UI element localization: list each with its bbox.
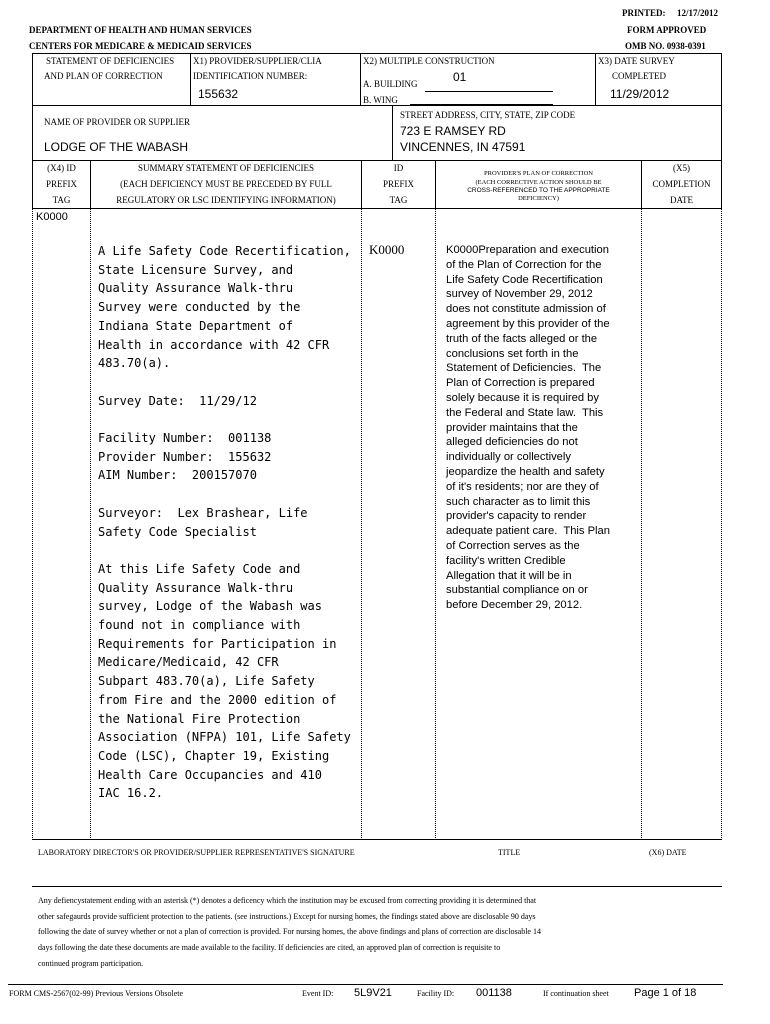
omb-number: OMB NO. 0938-0391 bbox=[625, 41, 706, 51]
x6-date-label: (X6) DATE bbox=[649, 848, 687, 857]
survey-date-value: 11/29/2012 bbox=[610, 87, 670, 101]
id-tag: TAG bbox=[389, 195, 408, 205]
page-number: Page 1 of 18 bbox=[634, 987, 697, 999]
form-approved: FORM APPROVED bbox=[627, 25, 707, 35]
tag-right: K0000 bbox=[369, 242, 405, 257]
x5-date: DATE bbox=[670, 195, 693, 205]
x3-completed-label: COMPLETED bbox=[612, 71, 666, 81]
event-id-label: Event ID: bbox=[302, 989, 334, 998]
x1-label: X1) PROVIDER/SUPPLIER/CLIA bbox=[193, 56, 322, 66]
form-number: FORM CMS-2567(02-99) Previous Versions Obsolete bbox=[9, 989, 184, 998]
summary-sub2: REGULATORY OR LSC IDENTIFYING INFORMATION) bbox=[116, 195, 336, 205]
footer-line bbox=[8, 984, 723, 985]
grid-line bbox=[32, 208, 722, 209]
title-label: TITLE bbox=[498, 848, 521, 857]
building-label: A. BUILDING bbox=[363, 79, 418, 89]
grid-line bbox=[641, 208, 642, 840]
grid-line bbox=[32, 160, 722, 161]
x3-label: X3) DATE SURVEY bbox=[598, 56, 675, 66]
x4-tag: TAG bbox=[52, 195, 71, 205]
address-label: STREET ADDRESS, CITY, STATE, ZIP CODE bbox=[400, 110, 576, 120]
grid-line bbox=[32, 839, 722, 840]
x2-label: X2) MULTIPLE CONSTRUCTION bbox=[363, 56, 495, 66]
poc-sub3: DEFICIENCY) bbox=[518, 195, 559, 202]
grid-line bbox=[32, 886, 722, 887]
building-underline bbox=[425, 91, 553, 92]
address-line1: 723 E RAMSEY RD bbox=[400, 124, 506, 138]
grid-line bbox=[32, 208, 33, 840]
address-line2: VINCENNES, IN 47591 bbox=[400, 140, 526, 154]
dept-title: DEPARTMENT OF HEALTH AND HUMAN SERVICES bbox=[29, 25, 252, 35]
event-id-value: 5L9V21 bbox=[354, 987, 392, 999]
disclaimer-line: continued program participation. bbox=[38, 958, 144, 968]
grid-line bbox=[392, 105, 393, 160]
grid-line bbox=[190, 53, 191, 105]
grid-line bbox=[721, 53, 722, 105]
id-header: ID bbox=[393, 163, 404, 173]
facility-id-label: Facility ID: bbox=[417, 989, 455, 998]
disclaimer-line: days following the date these documents are made available to the facility. If deficiencies are cited, an approved plan of correction is requisite to bbox=[38, 943, 501, 953]
poc-header: PROVIDER'S PLAN OF CORRECTION bbox=[484, 170, 593, 177]
disclaimer-line: following the date of survey whether or not a plan of correction is provided. For nursing homes, the above findings and plans of correction are disclosable 14 bbox=[38, 927, 541, 937]
grid-line bbox=[32, 105, 33, 160]
x4-header: (X4) ID bbox=[47, 163, 76, 173]
building-value: 01 bbox=[453, 70, 467, 84]
grid-line bbox=[721, 208, 722, 840]
plan-label: AND PLAN OF CORRECTION bbox=[44, 71, 163, 81]
grid-line bbox=[721, 105, 722, 160]
printed-date: 12/17/2012 bbox=[677, 8, 719, 18]
cms-title: CENTERS FOR MEDICARE & MEDICAID SERVICES bbox=[29, 41, 252, 51]
grid-line bbox=[360, 53, 361, 105]
statement-label: STATEMENT OF DEFICIENCIES bbox=[46, 56, 175, 66]
summary-sub1: (EACH DEFICIENCY MUST BE PRECEDED BY FULL bbox=[120, 179, 332, 189]
disclaimer-line: Any defiencystatement ending with an asterisk (*) denotes a deficency which the institution may be excused from correcting providing it is determined that bbox=[38, 896, 537, 905]
grid-line bbox=[435, 208, 436, 840]
disclaimer-line: other safegaurds provide sufficient protection to the patients. (see instructions.) Except for nursing homes, the findings stated above are disclosable 90 days bbox=[38, 911, 536, 921]
poc-sub1: (EACH CORRECTIVE ACTION SHOULD BE bbox=[475, 179, 602, 186]
printed-label: PRINTED: bbox=[622, 8, 666, 18]
grid-line bbox=[361, 208, 362, 840]
grid-line bbox=[32, 53, 722, 54]
x1-id-label: IDENTIFICATION NUMBER: bbox=[193, 71, 308, 81]
continuation-label: If continuation sheet bbox=[543, 989, 609, 998]
provider-id-value: 155632 bbox=[198, 87, 239, 101]
x5-header: (X5) bbox=[673, 163, 690, 173]
summary-header: SUMMARY STATEMENT OF DEFICIENCIES bbox=[137, 163, 315, 173]
provider-name-value: LODGE OF THE WABASH bbox=[44, 140, 189, 154]
grid-line bbox=[32, 53, 33, 105]
grid-line bbox=[90, 208, 91, 840]
grid-line bbox=[32, 105, 722, 106]
poc-sub2: CROSS-REFERENCED TO THE APPROPRIATE bbox=[467, 187, 610, 194]
id-prefix: PREFIX bbox=[382, 179, 414, 189]
provider-name-label: NAME OF PROVIDER OR SUPPLIER bbox=[44, 117, 191, 127]
x5-completion: COMPLETION bbox=[652, 179, 711, 189]
tag-left: K0000 bbox=[36, 211, 68, 223]
signature-label: LABORATORY DIRECTOR'S OR PROVIDER/SUPPLIER REPRESENTATIVE'S SIGNATURE bbox=[38, 848, 355, 857]
grid-line bbox=[595, 53, 596, 105]
wing-label: B. WING bbox=[363, 95, 398, 105]
disclaimer bbox=[38, 893, 728, 972]
wing-underline bbox=[410, 104, 553, 105]
x4-prefix: PREFIX bbox=[45, 179, 77, 189]
grid-line bbox=[721, 160, 722, 209]
poc-text: K0000Preparation and execution of the Plan of Correction for the Life Safety Code Recertification survey of November 29, 2012 does not constitute admission of agreement by this provider of the truth of the facts alleged or the conclusions set forth in the Statement of Deficiencies. The Plan of Correction is prepared solely because it is required by the Federal and State law. This provider maintains that the alleged deficiencies do not individually or collectively jeopardize the health and safety of it's residents; nor are they of such character as to limit this provider's capacity to render adequate patient care. This Plan of Correction serves as the facility's written Credible Allegation that it will be in substantial compliance on or before December 29, 2012. bbox=[446, 244, 610, 612]
facility-id-value: 001138 bbox=[476, 987, 512, 999]
summary-text: A Life Safety Code Recertification, State Licensure Survey, and Quality Assurance Walk-thru Survey were conducted by the Indiana State Department of Health in accordance with 42 CFR 483.70(a). Survey Date: 11/29/12 Facility Number: 001138 Provider Number: 155632 AIM Number: 200157070 Surveyor: Lex Brashear, Life Safety Code Specialist At this Life Safety Code and Quality Assurance Walk-thru survey, Lodge of the Wabash was found not in compliance with Requirements for Participation in Medicare/Medicaid, 42 CFR Subpart 483.70(a), Life Safety from Fire and the 2000 edition of the National Fire Protection Association (NFPA) 101, Life Safety Code (LSC), Chapter 19, Existing Health Care Occupancies and 410 IAC 16.2. bbox=[98, 244, 351, 801]
